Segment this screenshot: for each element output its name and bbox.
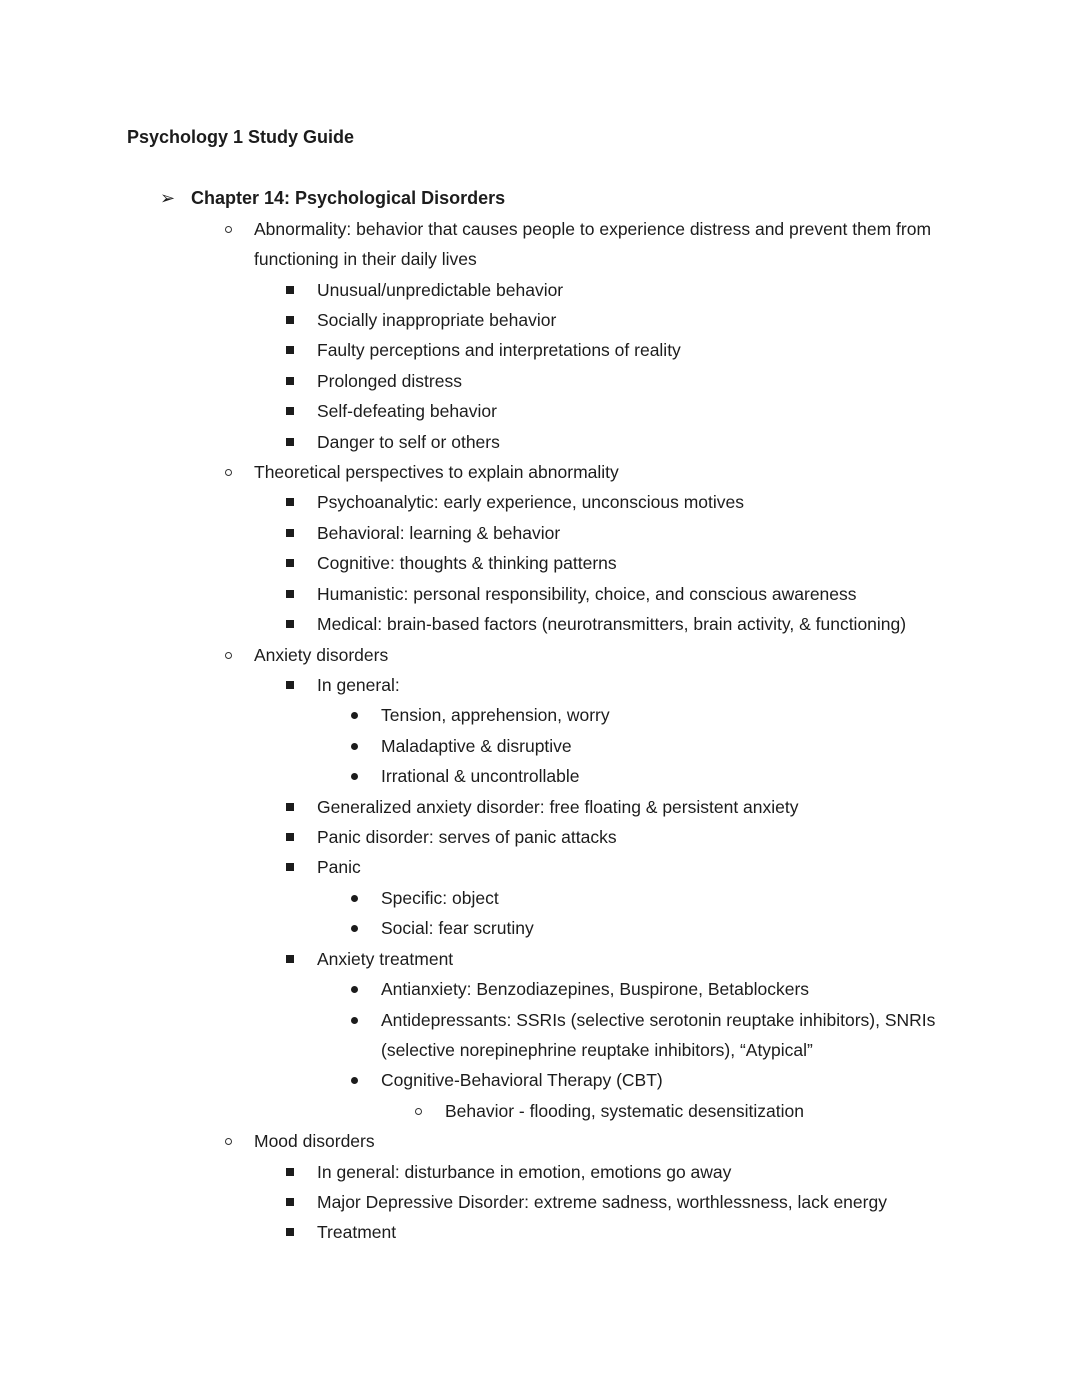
chapter-heading	[160, 186, 505, 210]
list-item-text: In general:	[317, 675, 400, 695]
square-bullet-icon	[280, 366, 300, 396]
disc-bullet-icon	[344, 1065, 364, 1095]
list-item-text: Faulty perceptions and interpretations of reality	[317, 340, 681, 360]
list-item-text: Humanistic: personal responsibility, choice, and conscious awareness	[317, 584, 857, 604]
square-bullet-icon	[280, 335, 300, 365]
square-bullet-icon	[280, 427, 300, 457]
list-item-text: (selective norepinephrine reuptake inhibitors), “Atypical”	[381, 1040, 813, 1060]
disc-bullet-icon	[344, 974, 364, 1004]
square-bullet-icon	[280, 1217, 300, 1247]
circle-bullet-icon	[218, 1126, 238, 1156]
list-item-text: Antidepressants: SSRIs (selective serotonin reuptake inhibitors), SNRIs	[381, 1010, 936, 1030]
list-item-text: Socially inappropriate behavior	[317, 310, 557, 330]
circle-bullet-icon	[218, 457, 238, 487]
chapter-heading-text: Chapter 14: Psychological Disorders	[191, 188, 506, 208]
square-bullet-icon	[280, 275, 300, 305]
list-item-text: Social: fear scrutiny	[381, 918, 534, 938]
list-item-text: functioning in their daily lives	[254, 249, 477, 269]
circle-bullet-icon	[408, 1096, 428, 1126]
square-bullet-icon	[280, 670, 300, 700]
circle-bullet-icon	[218, 640, 238, 670]
list-item-text: Danger to self or others	[317, 432, 500, 452]
square-bullet-icon	[280, 792, 300, 822]
list-item-text: Tension, apprehension, worry	[381, 705, 610, 725]
list-item-text: Antianxiety: Benzodiazepines, Buspirone, Betablockers	[381, 979, 810, 999]
list-item-text: Specific: object	[381, 888, 499, 908]
square-bullet-icon	[280, 1157, 300, 1187]
disc-bullet-icon	[344, 913, 364, 943]
list-item-text: Cognitive: thoughts & thinking patterns	[317, 553, 617, 573]
document-title: Psychology 1 Study Guide	[127, 127, 355, 147]
list-item-text: Anxiety treatment	[317, 949, 454, 969]
square-bullet-icon	[280, 1187, 300, 1217]
square-bullet-icon	[280, 579, 300, 609]
list-item-text: Medical: brain-based factors (neurotransmitters, brain activity, & functioning)	[317, 614, 907, 634]
list-item-text: Generalized anxiety disorder: free floating & persistent anxiety	[317, 797, 799, 817]
disc-bullet-icon	[344, 883, 364, 913]
list-item-text: Mood disorders	[254, 1131, 375, 1151]
square-bullet-icon	[280, 822, 300, 852]
square-bullet-icon	[280, 518, 300, 548]
square-bullet-icon	[280, 487, 300, 517]
square-bullet-icon	[280, 852, 300, 882]
circle-bullet-icon	[218, 214, 238, 244]
list-item-text: Behavioral: learning & behavior	[317, 523, 561, 543]
arrow-bullet-icon: ➢	[160, 188, 176, 208]
list-item-text: In general: disturbance in emotion, emotions go away	[317, 1162, 732, 1182]
list-item-text: Irrational & uncontrollable	[381, 766, 580, 786]
square-bullet-icon	[280, 305, 300, 335]
disc-bullet-icon	[344, 731, 364, 761]
list-item-text: Panic	[317, 857, 361, 877]
disc-bullet-icon	[344, 700, 364, 730]
list-item-text: Cognitive-Behavioral Therapy (CBT)	[381, 1070, 663, 1090]
list-item-text: Self-defeating behavior	[317, 401, 497, 421]
square-bullet-icon	[280, 396, 300, 426]
list-item-text: Maladaptive & disruptive	[381, 736, 572, 756]
list-item-text: Unusual/unpredictable behavior	[317, 280, 564, 300]
square-bullet-icon	[280, 548, 300, 578]
disc-bullet-icon	[344, 1005, 364, 1035]
list-item-text: Anxiety disorders	[254, 645, 389, 665]
list-item-text: Behavior - flooding, systematic desensitization	[445, 1101, 804, 1121]
list-item-text: Prolonged distress	[317, 371, 462, 391]
square-bullet-icon	[280, 609, 300, 639]
list-item-text: Psychoanalytic: early experience, unconscious motives	[317, 492, 745, 512]
square-bullet-icon	[280, 944, 300, 974]
list-item-text: Major Depressive Disorder: extreme sadness, worthlessness, lack energy	[317, 1192, 887, 1212]
disc-bullet-icon	[344, 761, 364, 791]
list-item-text: Treatment	[317, 1222, 397, 1242]
list-item-text: Theoretical perspectives to explain abnormality	[254, 462, 619, 482]
list-item-text: Panic disorder: serves of panic attacks	[317, 827, 617, 847]
list-item-text: Abnormality: behavior that causes people to experience distress and prevent them from	[254, 219, 932, 239]
